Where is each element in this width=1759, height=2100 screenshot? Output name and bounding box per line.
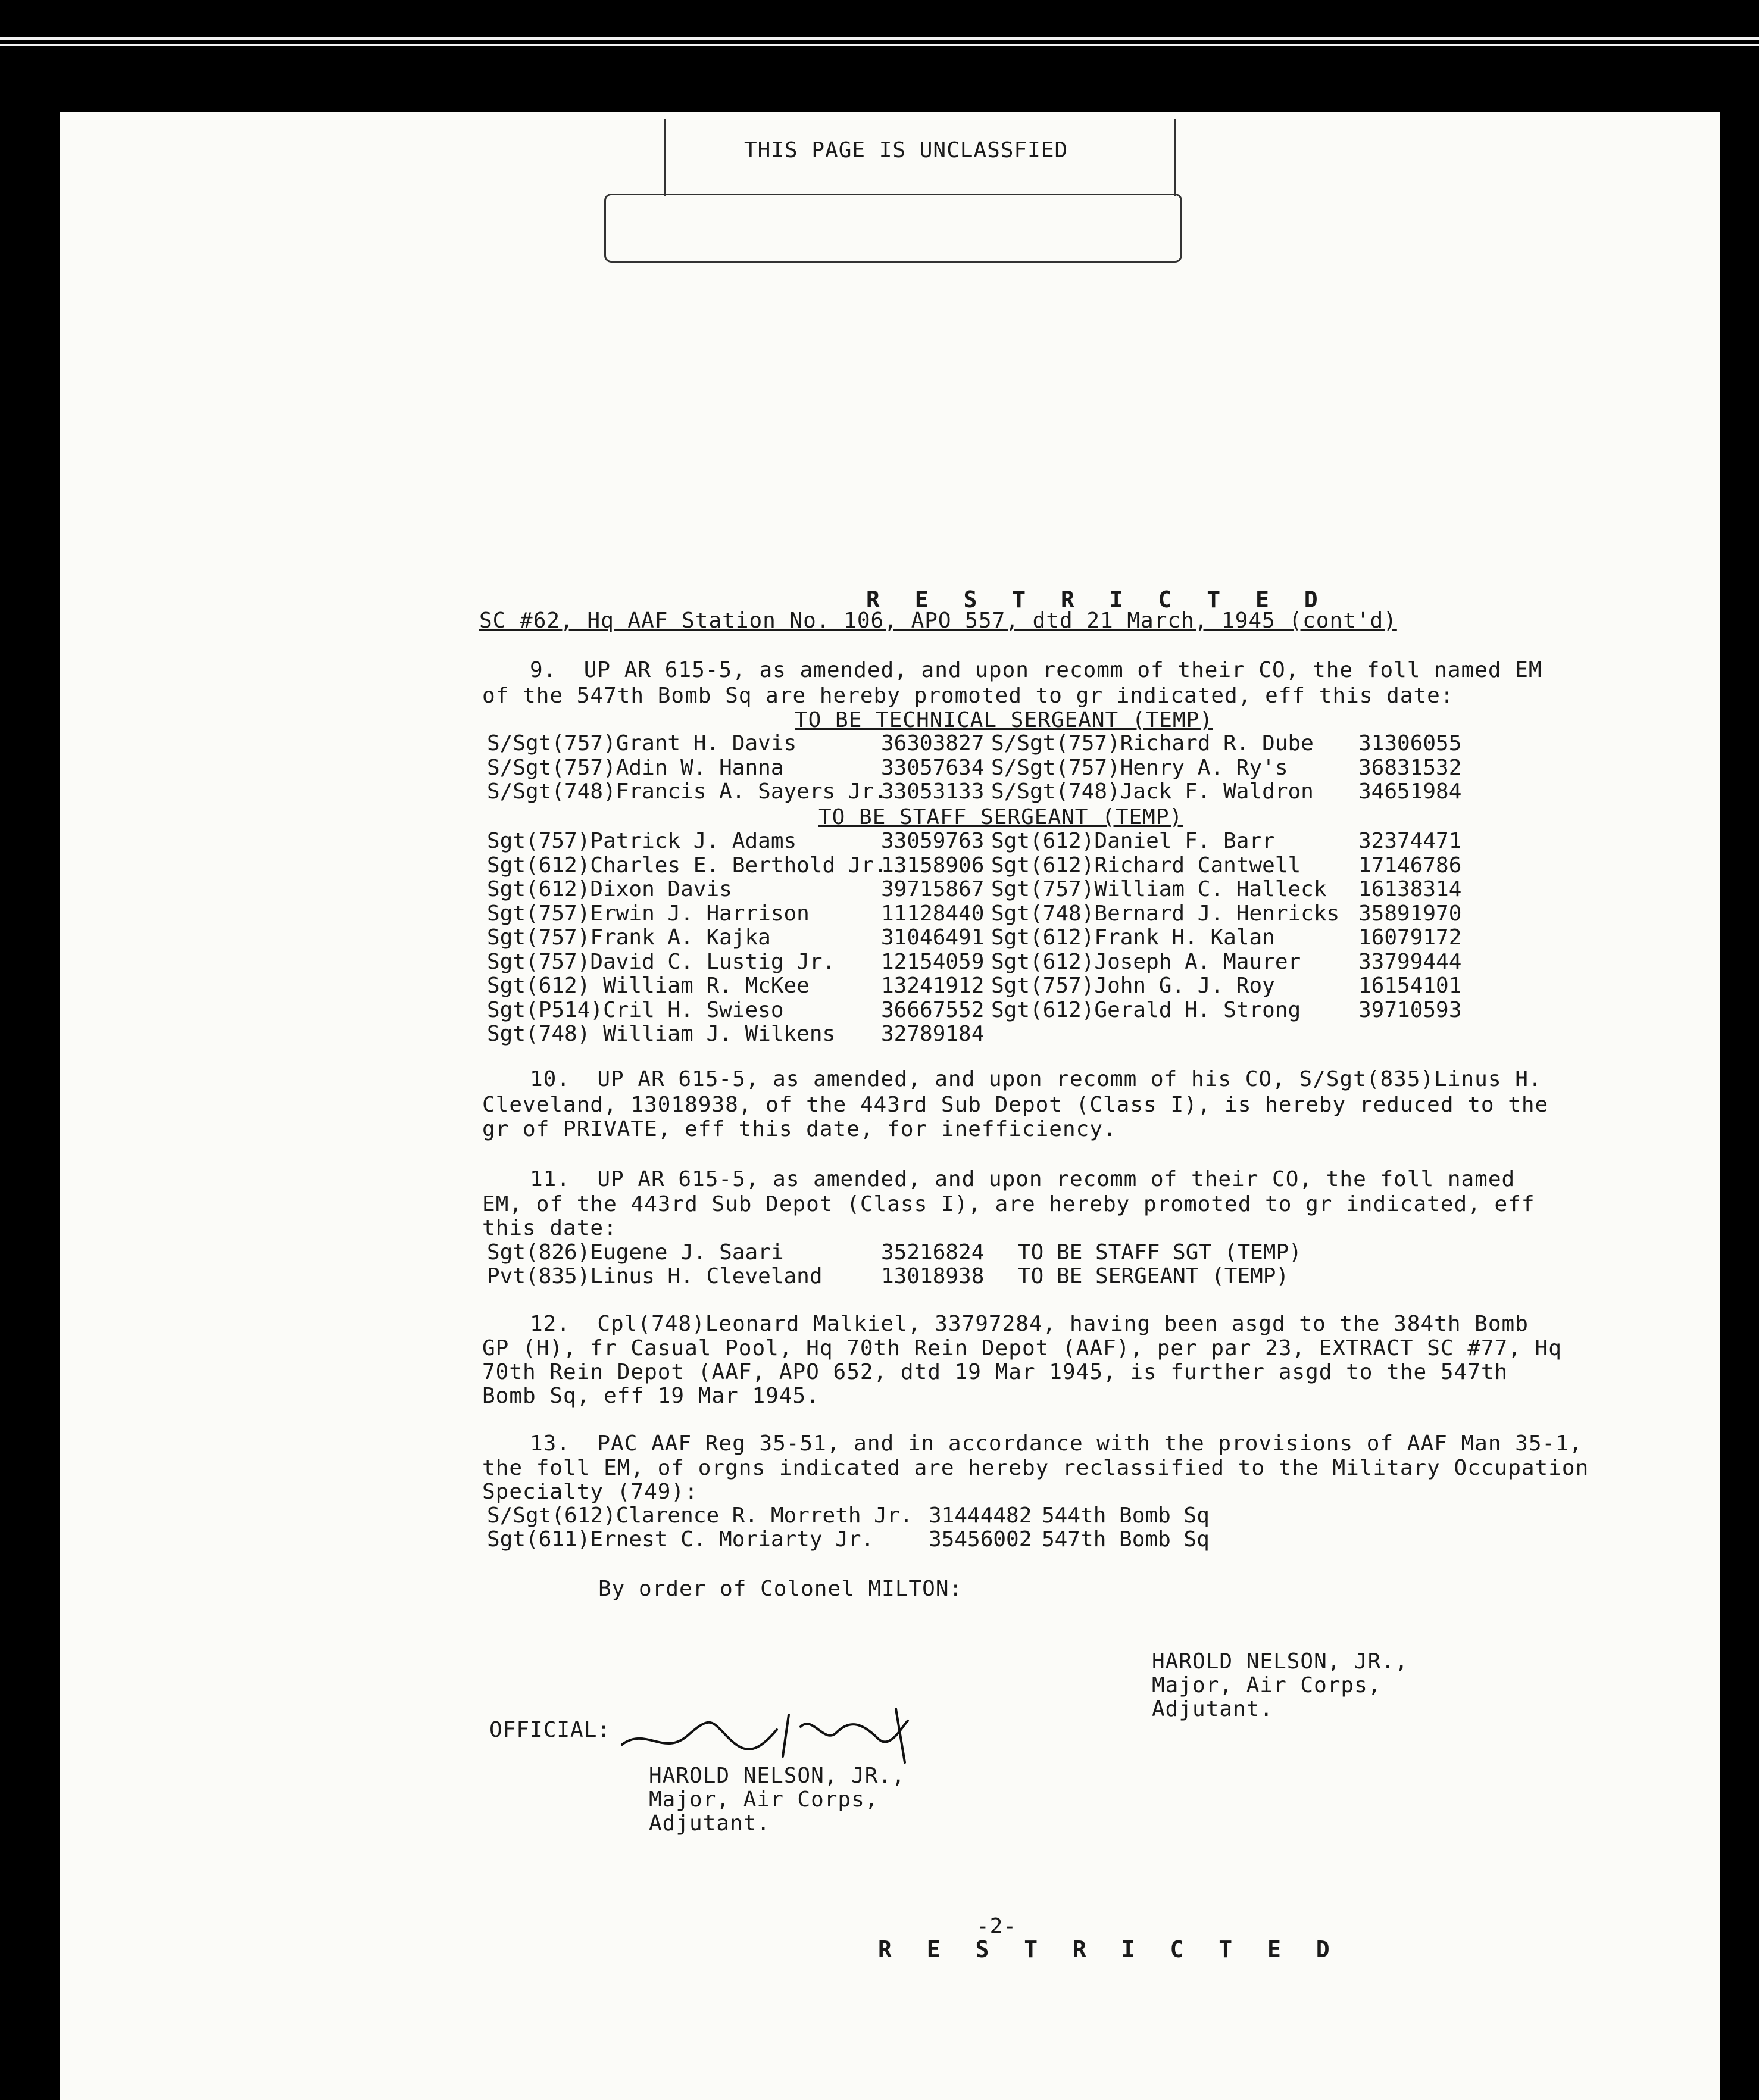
ssgt-row-2-serial-right: 17146786	[1358, 853, 1462, 878]
tsgt-row-1-name-left: S/Sgt(757)Grant H. Davis	[487, 731, 797, 756]
ssgt-row-6-name-left: Sgt(757)David C. Lustig Jr.	[487, 950, 836, 974]
ssgt-row-8-name-right: Sgt(612)Gerald H. Strong	[991, 998, 1301, 1022]
para13-row-2-unit: 547th Bomb Sq	[1042, 1527, 1210, 1552]
ssgt-row-1-serial-right: 32374471	[1358, 829, 1462, 853]
official-rank: Major, Air Corps,	[649, 1787, 879, 1812]
para12-line3: 70th Rein Depot (AAF, APO 652, dtd 19 Mar 1945, is further asgd to the 547th	[482, 1360, 1508, 1384]
scan-rule-2	[0, 44, 1759, 46]
para11-row-1-grade: TO BE STAFF SGT (TEMP)	[1018, 1240, 1302, 1265]
ssgt-row-8-serial-right: 39710593	[1358, 998, 1462, 1022]
para10-line3: gr of PRIVATE, eff this date, for inefficiency.	[482, 1117, 1117, 1141]
para11-line2: EM, of the 443rd Sub Depot (Class I), are hereby promoted to gr indicated, eff	[482, 1192, 1535, 1216]
ssgt-row-1-name-left: Sgt(757)Patrick J. Adams	[487, 829, 797, 853]
official-label: OFFICIAL:	[489, 1718, 611, 1742]
para13-line1: 13. PAC AAF Reg 35-51, and in accordance with the provisions of AAF Man 35-1,	[530, 1431, 1583, 1456]
para10-line1: 10. UP AR 615-5, as amended, and upon recomm of his CO, S/Sgt(835)Linus H.	[530, 1067, 1542, 1091]
ssgt-heading: TO BE STAFF SERGEANT (TEMP)	[818, 805, 1183, 829]
para9-line2: of the 547th Bomb Sq are hereby promoted to gr indicated, eff this date:	[482, 684, 1454, 708]
stamp-text: THIS PAGE IS UNCLASSFIED	[744, 138, 1068, 163]
ssgt-row-6-serial-right: 33799444	[1358, 950, 1462, 974]
ssgt-row-5-serial-left: 31046491	[881, 925, 985, 950]
para12-line1: 12. Cpl(748)Leonard Malkiel, 33797284, having been asgd to the 384th Bomb	[530, 1312, 1529, 1336]
tsgt-row-2-serial-right: 36831532	[1358, 756, 1462, 780]
para11-line1: 11. UP AR 615-5, as amended, and upon recomm of their CO, the foll named	[530, 1167, 1516, 1191]
tsgt-row-1-serial-right: 31306055	[1358, 731, 1462, 756]
para11-row-1-sn: 35216824	[881, 1240, 985, 1265]
order-line: SC #62, Hq AAF Station No. 106, APO 557, dtd 21 March, 1945 (cont'd)	[479, 609, 1397, 633]
ssgt-row-8-serial-left: 36667552	[881, 998, 985, 1022]
para13-row-2-name: Sgt(611)Ernest C. Moriarty Jr.	[487, 1527, 874, 1552]
signer-name: HAROLD NELSON, JR.,	[1152, 1649, 1408, 1674]
tsgt-row-2-name-right: S/Sgt(757)Henry A. Ry's	[991, 756, 1288, 780]
tsgt-heading: TO BE TECHNICAL SERGEANT (TEMP)	[795, 708, 1213, 732]
para11-row-2-sn: 13018938	[881, 1264, 985, 1288]
tsgt-row-2-name-left: S/Sgt(757)Adin W. Hanna	[487, 756, 784, 780]
classification-bottom: R E S T R I C T E D	[878, 1936, 1341, 1962]
classification-top: R E S T R I C T E D	[866, 586, 1329, 613]
tsgt-row-3-serial-right: 34651984	[1358, 779, 1462, 804]
para13-line3: Specialty (749):	[482, 1480, 698, 1504]
para13-line2: the foll EM, of orgns indicated are hereby reclassified to the Military Occupation	[482, 1456, 1589, 1480]
signer-title: Adjutant.	[1152, 1697, 1274, 1721]
tsgt-row-3-name-left: S/Sgt(748)Francis A. Sayers Jr.	[487, 779, 887, 804]
para13-row-1-unit: 544th Bomb Sq	[1042, 1503, 1210, 1528]
handwritten-signature	[610, 1703, 920, 1768]
ssgt-row-5-name-right: Sgt(612)Frank H. Kalan	[991, 925, 1275, 950]
para12-line4: Bomb Sq, eff 19 Mar 1945.	[482, 1384, 820, 1408]
ssgt-row-3-serial-left: 39715867	[881, 877, 985, 901]
para11-line3: this date:	[482, 1216, 617, 1240]
para13-row-1-name: S/Sgt(612)Clarence R. Morreth Jr.	[487, 1503, 913, 1528]
ssgt-row-7-name-right: Sgt(757)John G. J. Roy	[991, 973, 1275, 998]
scan-rule-1	[0, 37, 1759, 40]
ssgt-row-1-serial-left: 33059763	[881, 829, 985, 853]
ssgt-row-4-serial-right: 35891970	[1358, 901, 1462, 926]
tsgt-row-3-serial-left: 33053133	[881, 779, 985, 804]
para11-row-2-grade: TO BE SERGEANT (TEMP)	[1018, 1264, 1289, 1288]
para9-line1: 9. UP AR 615-5, as amended, and upon recomm of their CO, the foll named EM	[530, 658, 1542, 682]
para13-row-2-sn: 35456002	[929, 1527, 1032, 1552]
para11-row-1-name: Sgt(826)Eugene J. Saari	[487, 1240, 784, 1265]
ssgt-row-7-serial-left: 13241912	[881, 973, 985, 998]
ssgt-row-4-name-left: Sgt(757)Erwin J. Harrison	[487, 901, 810, 926]
by-order-line: By order of Colonel MILTON:	[598, 1577, 963, 1601]
para11-row-2-name: Pvt(835)Linus H. Cleveland	[487, 1264, 823, 1288]
ssgt-row-1-name-right: Sgt(612)Daniel F. Barr	[991, 829, 1275, 853]
official-title: Adjutant.	[649, 1811, 771, 1836]
para10-line2: Cleveland, 13018938, of the 443rd Sub Depot (Class I), is hereby reduced to the	[482, 1093, 1549, 1117]
ssgt-row-6-serial-left: 12154059	[881, 950, 985, 974]
para12-line2: GP (H), fr Casual Pool, Hq 70th Rein Depot (AAF), per par 23, EXTRACT SC #77, Hq	[482, 1336, 1562, 1361]
top-black-bar	[0, 0, 1759, 37]
tsgt-row-2-serial-left: 33057634	[881, 756, 985, 780]
ssgt-row-2-name-left: Sgt(612)Charles E. Berthold Jr.	[487, 853, 887, 878]
ssgt-row-7-name-left: Sgt(612) William R. McKee	[487, 973, 810, 998]
tsgt-row-1-serial-left: 36303827	[881, 731, 985, 756]
ssgt-row-9-serial-left: 32789184	[881, 1022, 985, 1046]
ssgt-row-5-name-left: Sgt(757)Frank A. Kajka	[487, 925, 771, 950]
signer-rank: Major, Air Corps,	[1152, 1673, 1382, 1698]
ssgt-row-8-name-left: Sgt(P514)Cril H. Swieso	[487, 998, 784, 1022]
ssgt-row-6-name-right: Sgt(612)Joseph A. Maurer	[991, 950, 1301, 974]
ssgt-row-3-serial-right: 16138314	[1358, 877, 1462, 901]
ssgt-row-9-name-left: Sgt(748) William J. Wilkens	[487, 1022, 836, 1046]
page-number: -2-	[976, 1914, 1017, 1939]
ssgt-row-2-serial-left: 13158906	[881, 853, 985, 878]
para13-row-1-sn: 31444482	[929, 1503, 1032, 1528]
ssgt-row-2-name-right: Sgt(612)Richard Cantwell	[991, 853, 1301, 878]
stamp-lower-frame	[604, 194, 1182, 263]
tsgt-row-1-name-right: S/Sgt(757)Richard R. Dube	[991, 731, 1314, 756]
ssgt-row-3-name-left: Sgt(612)Dixon Davis	[487, 877, 732, 901]
ssgt-row-3-name-right: Sgt(757)William C. Halleck	[991, 877, 1327, 901]
official-name: HAROLD NELSON, JR.,	[649, 1764, 905, 1788]
ssgt-row-5-serial-right: 16079172	[1358, 925, 1462, 950]
ssgt-row-4-serial-left: 11128440	[881, 901, 985, 926]
tsgt-row-3-name-right: S/Sgt(748)Jack F. Waldron	[991, 779, 1314, 804]
ssgt-row-7-serial-right: 16154101	[1358, 973, 1462, 998]
ssgt-row-4-name-right: Sgt(748)Bernard J. Henricks	[991, 901, 1340, 926]
